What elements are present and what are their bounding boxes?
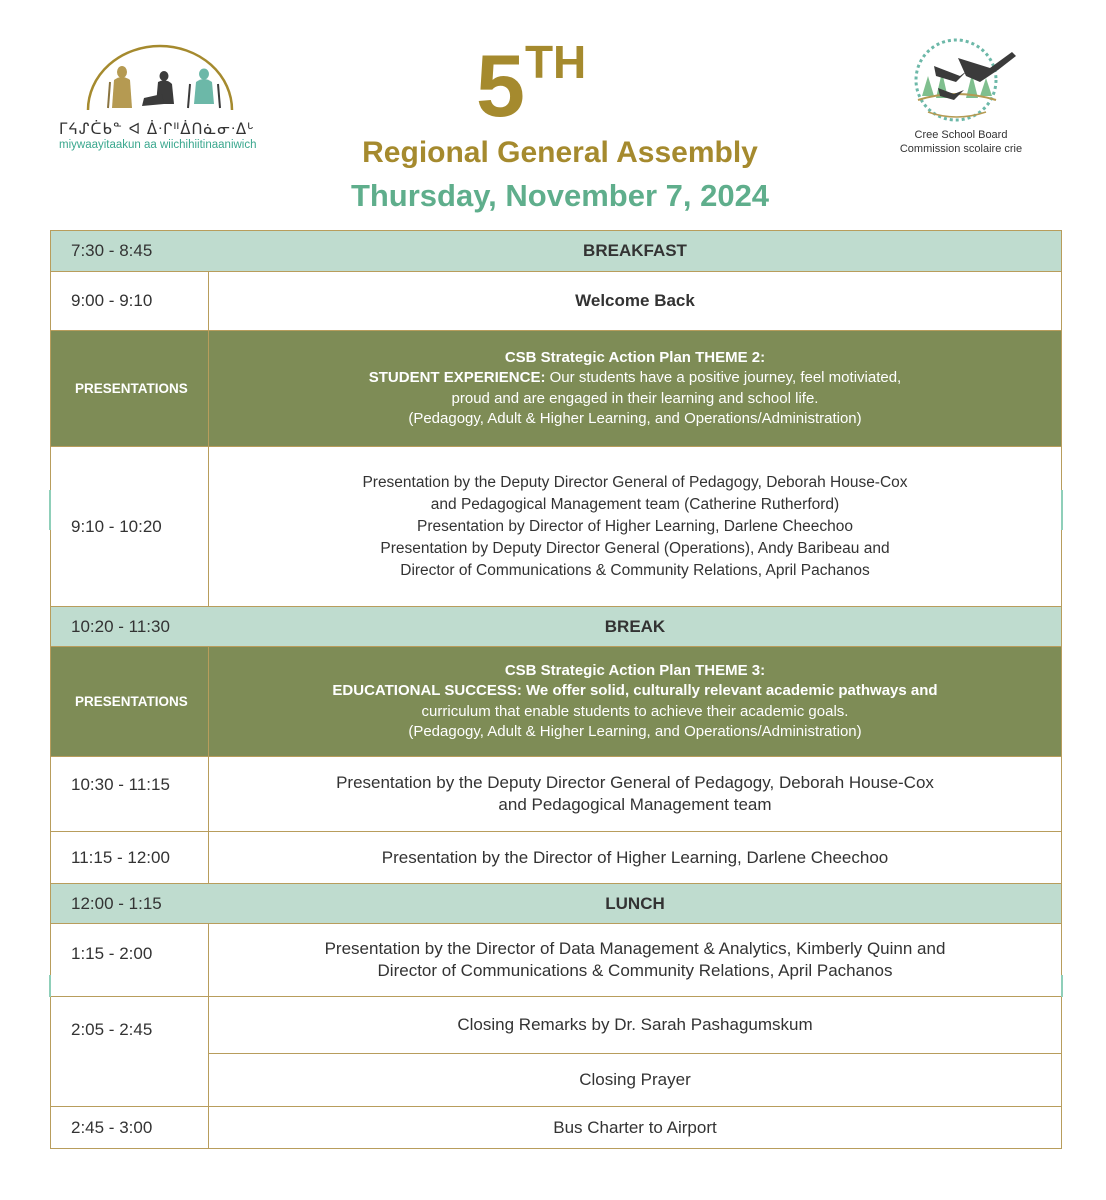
schedule-table — [50, 230, 1062, 1149]
miywaayitaakun-logo — [55, 38, 260, 158]
session4-line: Presentation by the Director of Data Management & Analytics, Kimberly Quinn and — [324, 939, 946, 958]
theme2-line4: (Pedagogy, Adult & Higher Learning, and Operations/Administration) — [408, 410, 862, 427]
time-cell: 12:00 - 1:15 — [71, 893, 162, 913]
presentations-tag: PRESENTATIONS — [51, 647, 209, 756]
theme2-line — [369, 368, 901, 389]
session1-line: Presentation by Director of Higher Learning, Darlene Cheechoo — [417, 517, 853, 535]
time-cell: 2:05 - 2:45 — [51, 997, 209, 1106]
csb-name-en: Cree School Board — [914, 129, 1008, 141]
session2-line: and Pedagogical Management team — [498, 795, 772, 814]
schedule-row-closing — [51, 996, 1061, 1106]
schedule-row-session4 — [51, 923, 1061, 996]
session1-details — [209, 447, 1061, 606]
session2-line: Presentation by the Deputy Director General of Pedagogy, Deborah House-Cox — [336, 773, 934, 792]
row-label: Welcome Back — [575, 291, 695, 310]
row-label: BREAK — [604, 616, 666, 636]
time-cell: 2:45 - 3:00 — [51, 1107, 209, 1148]
row-label: Bus Charter to Airport — [553, 1117, 717, 1137]
theme2-heading: CSB Strategic Action Plan THEME 2: — [504, 348, 766, 366]
session4-details — [209, 924, 1061, 996]
session2-details — [209, 757, 1061, 831]
theme2-bold: STUDENT EXPERIENCE: — [368, 369, 546, 386]
theme2-text: Our students have a positive journey, feel motiviated, — [549, 369, 902, 386]
row-label: Presentation by the Director of Higher Learning, Darlene Cheechoo — [381, 847, 889, 867]
closing-remarks: Closing Remarks by Dr. Sarah Pashagumskum — [457, 1015, 813, 1035]
presentations-header-theme3 — [51, 646, 1061, 756]
ordinal-number: 5 — [476, 36, 525, 135]
theme3-heading: CSB Strategic Action Plan THEME 3: — [504, 661, 766, 679]
closing-prayer: Closing Prayer — [209, 1053, 1061, 1106]
session1-line: Director of Communications & Community Relations, April Pachanos — [400, 561, 870, 579]
schedule-row-session2 — [51, 756, 1061, 831]
schedule-row-bus — [51, 1106, 1061, 1148]
edge-accent — [1061, 490, 1063, 530]
time-cell: 10:30 - 11:15 — [51, 757, 209, 831]
theme3-line: EDUCATIONAL SUCCESS: We offer solid, culturally relevant academic pathways and — [332, 682, 938, 699]
edge-accent — [49, 975, 51, 997]
cree-school-board-logo — [880, 36, 1050, 166]
row-label: BREAKFAST — [583, 241, 687, 260]
presentations-tag: PRESENTATIONS — [51, 331, 209, 446]
theme3-line4: (Pedagogy, Adult & Higher Learning, and Operations/Administration) — [408, 723, 862, 740]
event-date: Thursday, November 7, 2024 — [350, 178, 770, 213]
schedule-row-breakfast — [51, 231, 1061, 271]
edge-accent — [1061, 975, 1063, 997]
time-cell: 9:10 - 10:20 — [51, 447, 209, 606]
session4-line: Director of Communications & Community Relations, April Pachanos — [377, 961, 893, 980]
time-cell: 11:15 - 12:00 — [51, 832, 209, 883]
assembly-ordinal — [476, 36, 587, 135]
time-cell: 7:30 - 8:45 — [71, 241, 153, 260]
time-cell: 10:20 - 11:30 — [71, 616, 170, 636]
time-cell: 1:15 - 2:00 — [51, 924, 209, 996]
schedule-row-session3 — [51, 831, 1061, 883]
session1-line: Presentation by Deputy Director General (Operations), Andy Baribeau and — [380, 539, 890, 557]
csb-name-fr: Commission scolaire crie — [899, 143, 1023, 155]
logo-syllabics: ᒥᔦᔑᑖᑲᓐ ᐊ ᐄᐧᒋᐦᐄᑎᓈᓂᐧᐃᒡ — [59, 120, 255, 138]
row-label: LUNCH — [605, 893, 665, 913]
schedule-row-break — [51, 606, 1061, 646]
geese-emblem-icon — [908, 36, 1018, 124]
schedule-row-lunch — [51, 883, 1061, 923]
edge-accent — [49, 490, 51, 530]
session1-line: and Pedagogical Management team (Catherine Rutherford) — [430, 495, 840, 513]
schedule-row-session1 — [51, 446, 1061, 606]
theme2-description — [209, 331, 1061, 446]
theme2-line3: proud and are engaged in their learning and school life. — [451, 389, 819, 407]
event-title: Regional General Assembly — [362, 136, 758, 169]
schedule-row-welcome — [51, 271, 1061, 330]
closing-subrows — [209, 997, 1061, 1106]
walkers-icon — [80, 38, 240, 118]
theme3-description — [209, 647, 1061, 756]
logo-name: miywaayitaakun aa wiichihiitinaaniwich — [59, 139, 257, 151]
time-cell: 9:00 - 9:10 — [51, 272, 209, 330]
theme3-line3: curriculum that enable students to achieve their academic goals. — [421, 702, 849, 720]
session1-line: Presentation by the Deputy Director General of Pedagogy, Deborah House-Cox — [362, 473, 908, 491]
ordinal-suffix: TH — [524, 36, 587, 88]
presentations-header-theme2 — [51, 330, 1061, 446]
